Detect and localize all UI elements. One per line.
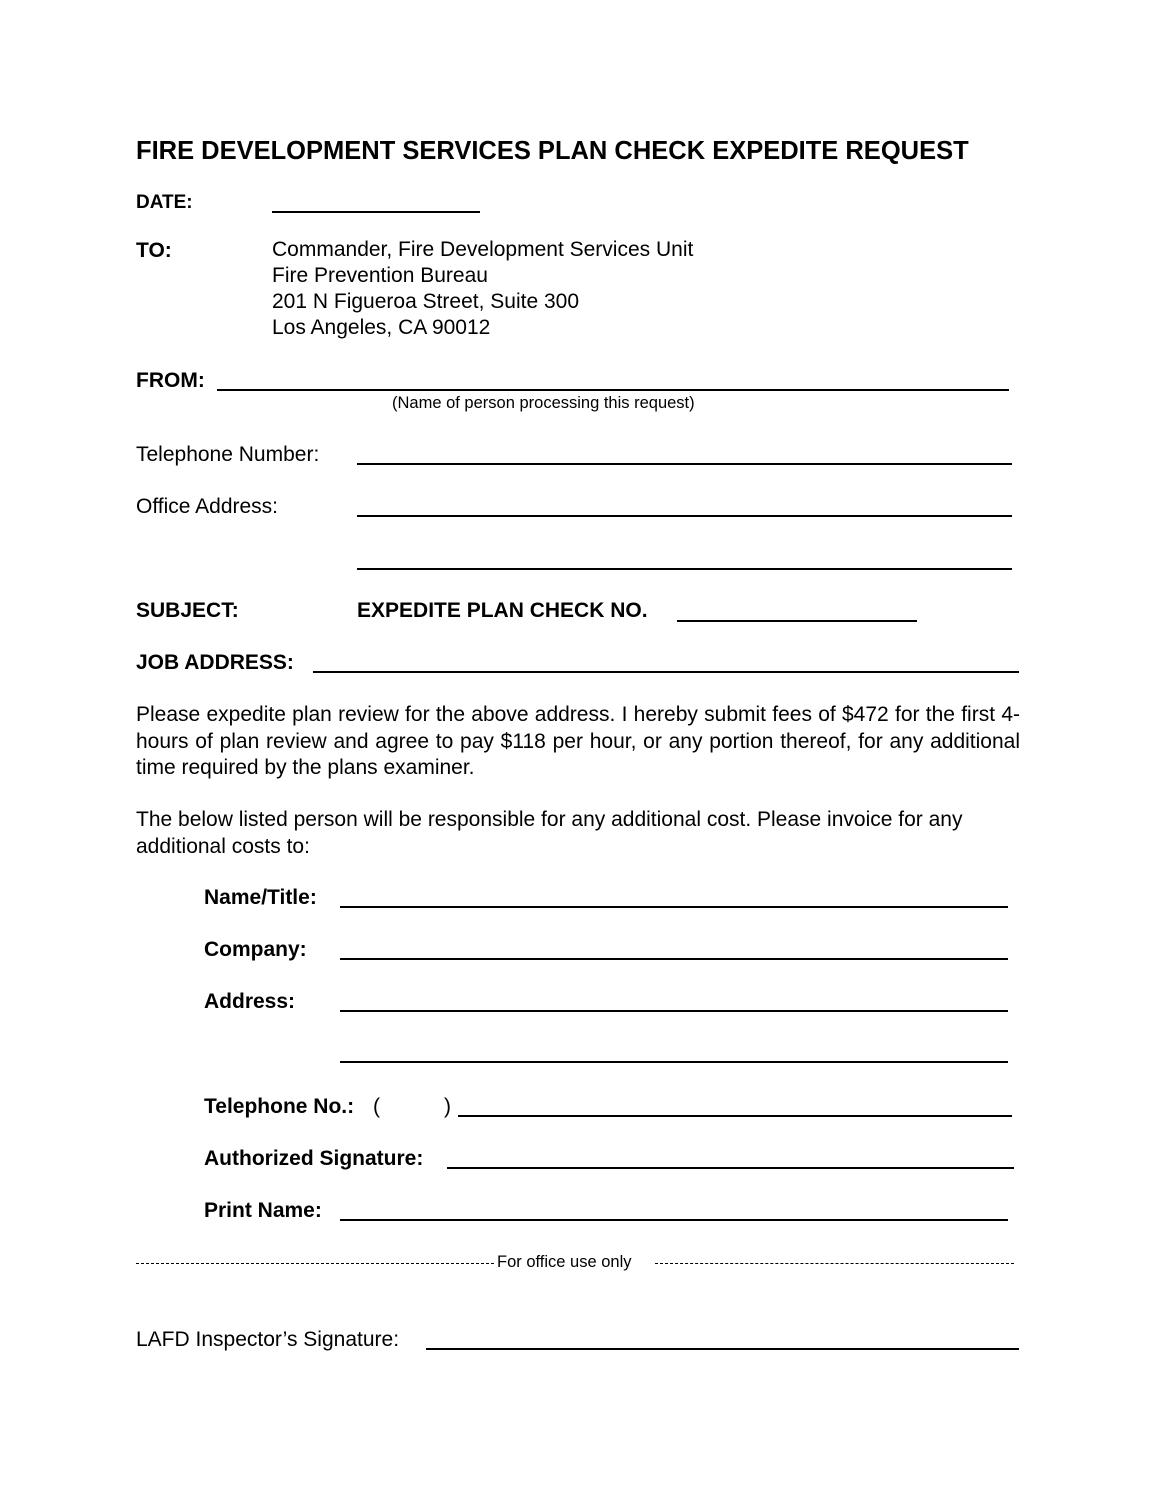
to-address-line-3: 201 N Figueroa Street, Suite 300 (272, 290, 580, 313)
subject-text: EXPEDITE PLAN CHECK NO. (357, 599, 648, 622)
invoice-address-line-2[interactable] (340, 1061, 1008, 1063)
plan-check-number-field-line[interactable] (677, 620, 917, 622)
print-name-label: Print Name: (204, 1199, 322, 1222)
invoice-paragraph: The below listed person will be responsible for any additional cost. Please invoice for any additional costs to: (136, 808, 963, 858)
job-address-label: JOB ADDRESS: (136, 651, 294, 674)
telephone-label: Telephone Number: (136, 443, 320, 466)
office-use-divider-right (655, 1263, 1014, 1264)
from-hint: (Name of person processing this request) (392, 394, 695, 412)
office-address-line-2[interactable] (357, 568, 1012, 570)
office-use-divider-left (136, 1263, 494, 1264)
from-field-line[interactable] (217, 389, 1009, 391)
authorized-signature-label: Authorized Signature: (204, 1147, 424, 1170)
name-title-field-line[interactable] (340, 906, 1008, 908)
company-label: Company: (204, 938, 307, 961)
office-use-label: For office use only (497, 1253, 632, 1271)
office-address-label: Office Address: (136, 495, 279, 518)
to-address-line-1: Commander, Fire Development Services Unit (272, 238, 694, 261)
invoice-address-line-1[interactable] (340, 1010, 1008, 1012)
invoice-address-label: Address: (204, 990, 296, 1013)
to-address-line-4: Los Angeles, CA 90012 (272, 316, 491, 339)
office-address-line-1[interactable] (357, 515, 1012, 517)
from-label: FROM: (136, 369, 205, 392)
fee-paragraph: Please expedite plan review for the above address. I hereby submit fees of $472 for the first 4-hours of plan review and agree to pay $118 per hour, or any portion thereof, for any additional time required by the plans examiner. (136, 703, 1020, 779)
job-address-field-line[interactable] (313, 671, 1019, 673)
area-code-paren-close: ) (444, 1095, 451, 1118)
form-title: FIRE DEVELOPMENT SERVICES PLAN CHECK EXPEDITE REQUEST (136, 137, 969, 165)
date-label: DATE: (136, 192, 193, 213)
telephone-field-line[interactable] (357, 463, 1012, 465)
authorized-signature-field-line[interactable] (447, 1167, 1014, 1169)
print-name-field-line[interactable] (340, 1219, 1008, 1221)
inspector-signature-field-line[interactable] (426, 1348, 1019, 1350)
inspector-signature-label: LAFD Inspector’s Signature: (136, 1328, 400, 1351)
invoice-telephone-field-line[interactable] (458, 1115, 1012, 1117)
invoice-telephone-label: Telephone No.: (204, 1095, 355, 1118)
date-field-line[interactable] (272, 211, 480, 213)
name-title-label: Name/Title: (204, 886, 317, 909)
to-address-line-2: Fire Prevention Bureau (272, 264, 488, 287)
to-label: TO: (136, 239, 172, 262)
area-code-paren-open: ( (373, 1095, 380, 1118)
company-field-line[interactable] (340, 958, 1008, 960)
subject-label: SUBJECT: (136, 599, 239, 622)
